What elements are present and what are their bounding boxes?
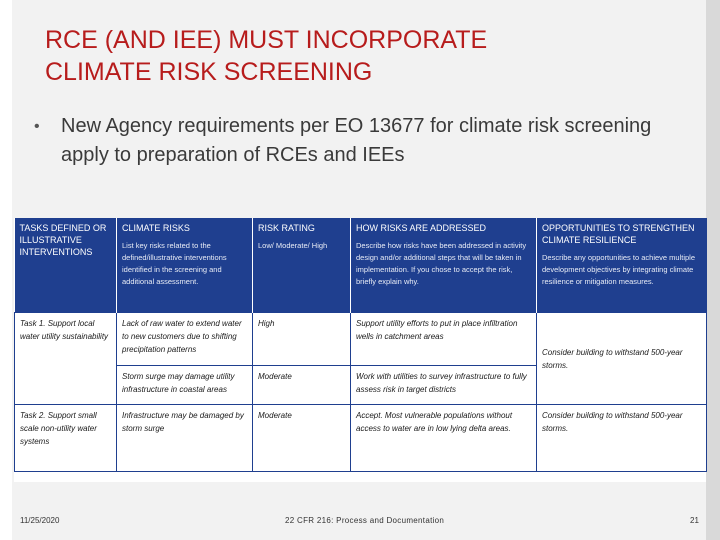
title-line-2: CLIMATE RISK SCREENING xyxy=(45,58,373,86)
cell-task: Task 2. Support small scale non-utility water systems xyxy=(15,405,117,472)
cell-risk: Infrastructure may be damaged by storm surge xyxy=(117,405,253,472)
cell-risk: Lack of raw water to extend water to new customers due to shifting precipitation patterns xyxy=(117,313,253,366)
right-accent-band xyxy=(706,0,720,540)
header-subtitle: Describe any opportunities to achieve multiple development objectives by integrating climate resilience or mitigation measures. xyxy=(542,253,695,286)
table-row xyxy=(15,405,707,472)
table-row xyxy=(15,313,707,366)
title-line-1: RCE (AND IEE) MUST INCORPORATE xyxy=(45,26,488,54)
header-subtitle: List key risks related to the defined/illustrative interventions identified in the screening and additional assessment. xyxy=(122,241,227,286)
header-tasks xyxy=(15,218,117,313)
cell-rating: Moderate xyxy=(253,366,351,405)
cell-opportunity: Consider building to withstand 500-year storms. xyxy=(537,405,707,472)
page-number: 21 xyxy=(690,516,699,525)
cell-rating: Moderate xyxy=(253,405,351,472)
header-title: RISK RATING xyxy=(258,223,315,233)
footer-title: 22 CFR 216: Process and Documentation xyxy=(285,516,445,525)
cell-addressed: Accept. Most vulnerable populations without access to water are in low lying delta areas. xyxy=(351,405,537,472)
header-title: OPPORTUNITIES TO STRENGTHEN CLIMATE RESILIENCE xyxy=(542,223,695,245)
cell-addressed: Support utility efforts to put in place infiltration wells in catchment areas xyxy=(351,313,537,366)
header-title: HOW RISKS ARE ADDRESSED xyxy=(356,223,487,233)
climate-risk-table xyxy=(14,218,706,482)
slide-title xyxy=(45,24,665,88)
cell-rating: High xyxy=(253,313,351,366)
cell-opportunity: Consider building to withstand 500-year storms. xyxy=(537,313,707,405)
header-subtitle: Low/ Moderate/ High xyxy=(258,241,328,250)
footer-date: 11/25/2020 xyxy=(20,516,60,525)
cell-risk: Storm surge may damage utility infrastructure in coastal areas xyxy=(117,366,253,405)
left-margin xyxy=(0,0,12,540)
header-how-addressed xyxy=(351,218,537,313)
cell-task: Task 1. Support local water utility sustainability xyxy=(15,313,117,405)
table-header-row xyxy=(15,218,707,313)
header-title: CLIMATE RISKS xyxy=(122,223,190,233)
bullet-item xyxy=(34,112,674,170)
header-opportunities xyxy=(537,218,707,313)
header-climate-risks xyxy=(117,218,253,313)
cell-addressed: Work with utilities to survey infrastructure to fully assess risk in target districts xyxy=(351,366,537,405)
header-subtitle: Describe how risks have been addressed in activity design and/or additional steps that will be taken in implementation. If you chose to accept the risk, briefly explain why. xyxy=(356,241,527,286)
bullet-icon: • xyxy=(34,118,40,135)
header-risk-rating xyxy=(253,218,351,313)
header-title: TASKS DEFINED OR ILLUSTRATIVE INTERVENTIONS xyxy=(19,223,107,257)
bullet-text: New Agency requirements per EO 13677 for climate risk screening apply to preparation of RCEs and IEEs xyxy=(61,115,652,166)
